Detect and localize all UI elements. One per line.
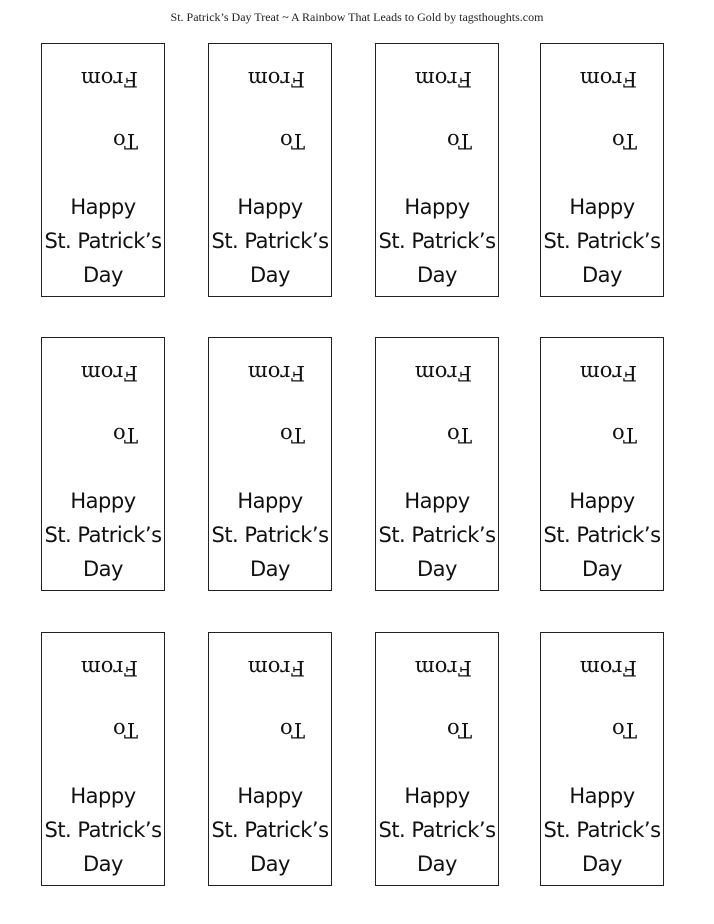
from-label: From xyxy=(247,67,305,91)
from-label: From xyxy=(80,656,138,680)
greeting-line: Happy xyxy=(237,489,303,513)
from-label: From xyxy=(80,361,138,385)
greeting-line: Day xyxy=(250,852,290,876)
greeting-line: Day xyxy=(417,263,457,287)
to-label: To xyxy=(279,718,305,742)
gift-tag xyxy=(208,43,332,297)
greeting-line: Happy xyxy=(237,195,303,219)
greeting-text xyxy=(541,190,663,292)
greeting-line: St. Patrick’s xyxy=(543,229,661,253)
gift-tag xyxy=(375,43,499,297)
greeting-line: Happy xyxy=(237,784,303,808)
greeting-line: St. Patrick’s xyxy=(543,818,661,842)
greeting-line: Day xyxy=(417,557,457,581)
greeting-text xyxy=(376,484,498,586)
greeting-line: Happy xyxy=(70,784,136,808)
from-label: From xyxy=(247,361,305,385)
greeting-line: Day xyxy=(83,852,123,876)
greeting-text xyxy=(376,190,498,292)
greeting-line: St. Patrick’s xyxy=(378,229,496,253)
gift-tag xyxy=(540,337,664,591)
greeting-text xyxy=(209,190,331,292)
greeting-line: Day xyxy=(250,557,290,581)
gift-tag xyxy=(41,43,165,297)
from-label: From xyxy=(414,361,472,385)
greeting-line: St. Patrick’s xyxy=(378,523,496,547)
gift-tag xyxy=(208,337,332,591)
greeting-line: Day xyxy=(83,263,123,287)
greeting-line: St. Patrick’s xyxy=(211,523,329,547)
from-label: From xyxy=(247,656,305,680)
greeting-line: St. Patrick’s xyxy=(543,523,661,547)
greeting-line: Day xyxy=(250,263,290,287)
gift-tag xyxy=(540,632,664,886)
to-label: To xyxy=(446,718,472,742)
greeting-line: Happy xyxy=(404,784,470,808)
to-label: To xyxy=(279,423,305,447)
from-label: From xyxy=(579,361,637,385)
page-title: St. Patrick’s Day Treat ~ A Rainbow That Leads to Gold by tagsthoughts.com xyxy=(170,10,544,24)
greeting-line: Day xyxy=(417,852,457,876)
greeting-line: Day xyxy=(582,852,622,876)
gift-tag xyxy=(375,632,499,886)
to-label: To xyxy=(112,129,138,153)
to-label: To xyxy=(611,129,637,153)
to-label: To xyxy=(446,423,472,447)
greeting-line: St. Patrick’s xyxy=(44,818,162,842)
from-label: From xyxy=(80,67,138,91)
greeting-text xyxy=(209,779,331,881)
gift-tag xyxy=(41,337,165,591)
greeting-line: St. Patrick’s xyxy=(211,229,329,253)
from-label: From xyxy=(579,656,637,680)
from-label: From xyxy=(414,67,472,91)
to-label: To xyxy=(611,423,637,447)
gift-tag xyxy=(375,337,499,591)
greeting-line: Happy xyxy=(404,489,470,513)
greeting-line: Happy xyxy=(70,489,136,513)
greeting-line: Happy xyxy=(569,784,635,808)
to-label: To xyxy=(611,718,637,742)
greeting-line: Day xyxy=(582,263,622,287)
greeting-text xyxy=(376,779,498,881)
greeting-line: St. Patrick’s xyxy=(44,523,162,547)
greeting-line: Happy xyxy=(404,195,470,219)
greeting-text xyxy=(541,779,663,881)
gift-tag xyxy=(540,43,664,297)
greeting-line: Day xyxy=(83,557,123,581)
greeting-text xyxy=(42,779,164,881)
to-label: To xyxy=(112,718,138,742)
greeting-text xyxy=(541,484,663,586)
greeting-line: Happy xyxy=(569,489,635,513)
greeting-text xyxy=(209,484,331,586)
greeting-text xyxy=(42,190,164,292)
greeting-line: Day xyxy=(582,557,622,581)
from-label: From xyxy=(579,67,637,91)
greeting-line: St. Patrick’s xyxy=(44,229,162,253)
gift-tag xyxy=(208,632,332,886)
greeting-line: Happy xyxy=(569,195,635,219)
gift-tag xyxy=(41,632,165,886)
to-label: To xyxy=(279,129,305,153)
greeting-line: St. Patrick’s xyxy=(211,818,329,842)
greeting-text xyxy=(42,484,164,586)
greeting-line: Happy xyxy=(70,195,136,219)
greeting-line: St. Patrick’s xyxy=(378,818,496,842)
from-label: From xyxy=(414,656,472,680)
to-label: To xyxy=(112,423,138,447)
to-label: To xyxy=(446,129,472,153)
